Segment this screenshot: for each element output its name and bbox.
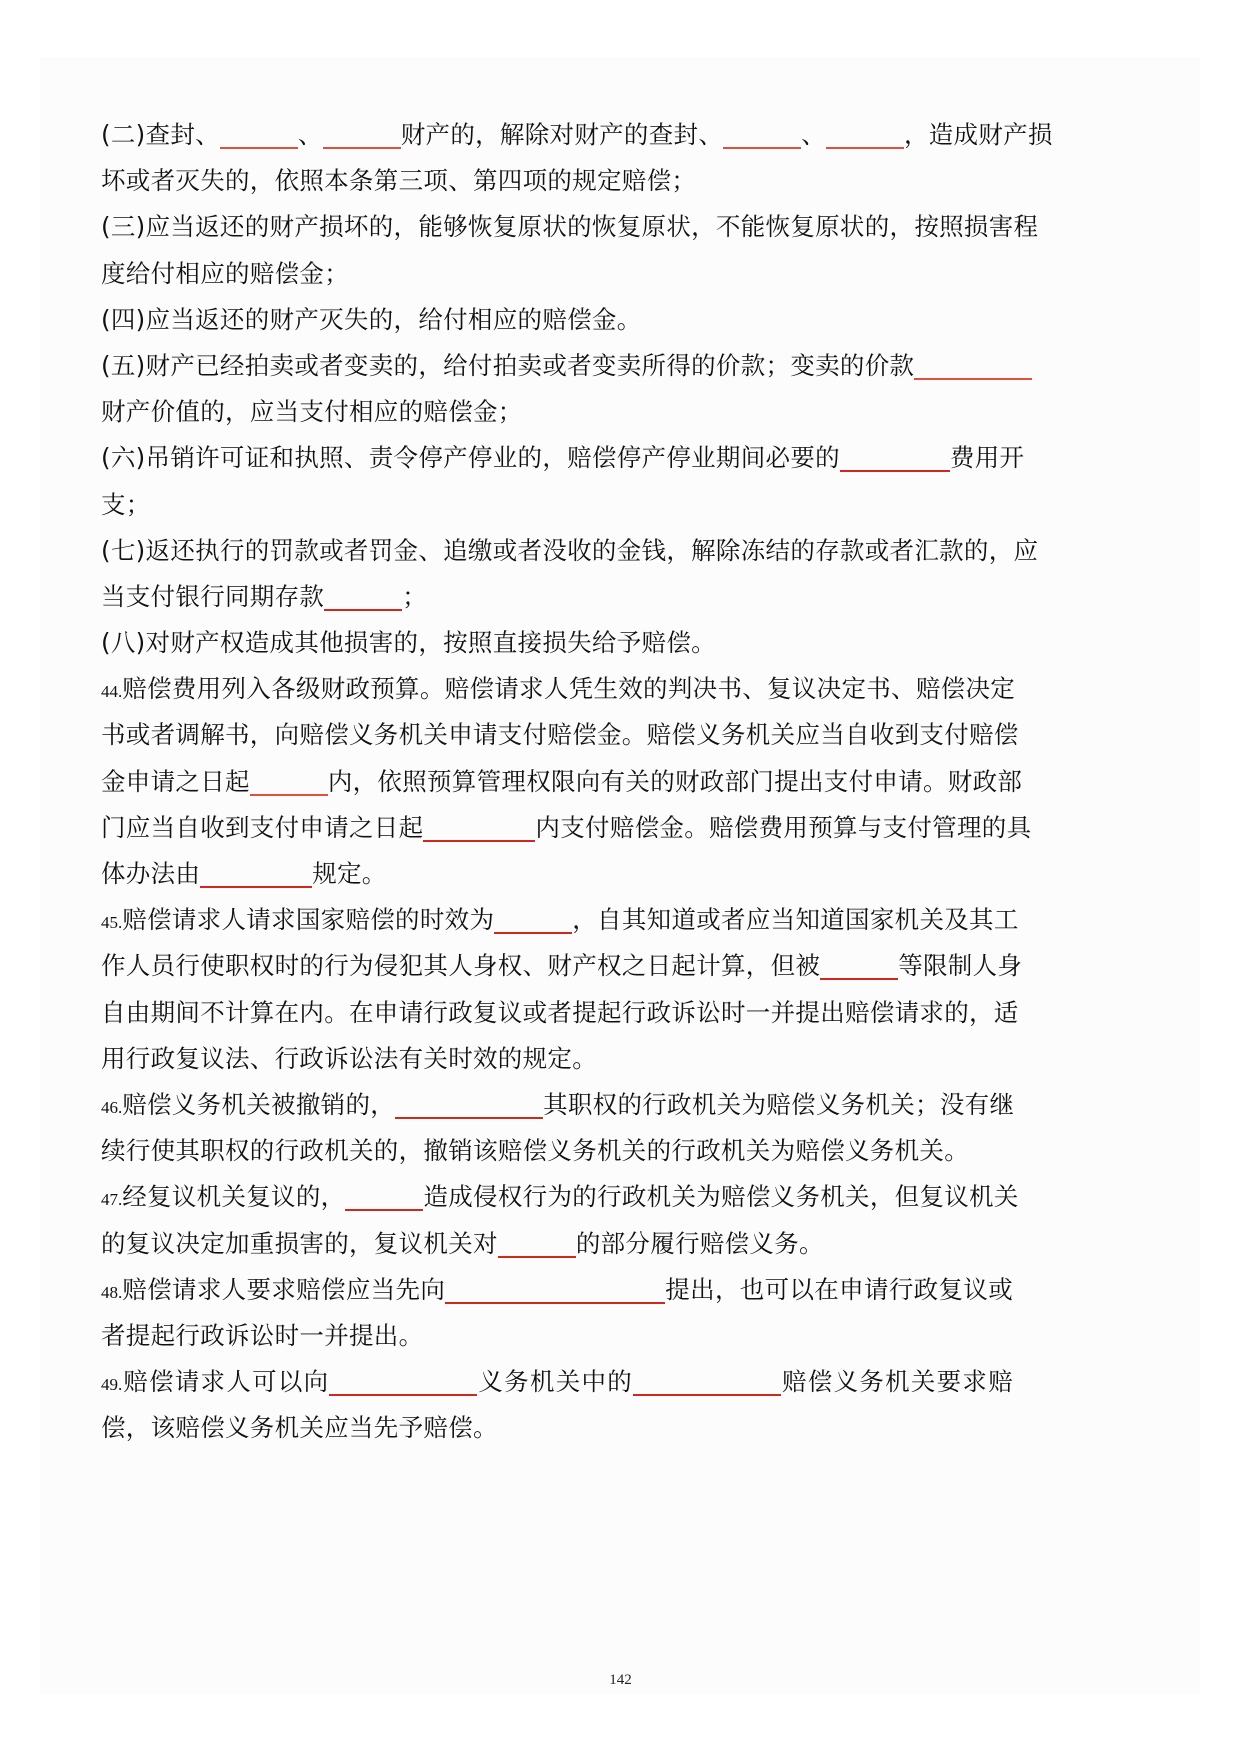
text-segment: 当支付银行同期存款 [101,581,325,611]
fill-in-blank [323,146,401,149]
text-segment: 、 [297,120,323,149]
fill-in-blank [200,885,312,888]
text-segment: 赔偿费用列入各级财政预算。赔偿请求人凭生效的判决书、复议决定书、赔偿决定 [122,674,1016,704]
text-line [101,435,1025,481]
text-segment: 体办法由 [101,859,201,888]
text-segment: 赔偿义务机关要求赔 [781,1367,1014,1397]
text-segment: ，造成财产损 [903,120,1053,149]
text-line [101,1313,1013,1359]
text-segment: (七)返还执行的罚款或者罚金、追缴或者没收的金钱，解除冻结的存款或者汇款的，应 [101,535,1039,565]
text-line [101,759,1023,805]
text-segment: 财产价值的，应当支付相应的赔偿金； [101,397,523,427]
text-segment: 书或者调解书，向赔偿义务机关申请支付赔偿金。赔偿义务机关应当自收到支付赔偿 [101,720,1019,750]
text-line [101,389,1013,435]
text-line [101,251,1013,297]
fill-in-blank [250,793,328,796]
text-segment: 内，依照预算管理权限向有关的财政部门提出支付申请。财政部 [327,766,1023,796]
text-segment: 、 [801,120,826,149]
text-segment: 支； [101,489,151,519]
fill-in-blank [840,469,950,472]
text-segment: 坏或者灭失的，依照本条第三项、第四项的规定赔偿； [101,166,697,196]
item-number: 46. [101,1097,123,1117]
text-segment: 门应当自收到支付申请之日起 [101,812,424,842]
text-line [101,574,1013,620]
text-segment: ，自其知道或者应当知道国家机关及其工 [572,905,1019,935]
fill-in-blank [423,839,535,842]
text-segment: 规定。 [312,859,387,888]
text-line [101,620,1013,666]
fill-in-blank [445,1301,665,1304]
item-number: 45. [101,913,123,933]
text-line [101,943,1023,989]
document-body [101,112,1053,1451]
fill-in-blank [329,1393,477,1396]
text-segment: 的部分履行赔偿义务。 [575,1228,824,1258]
text-segment: 偿，该赔偿义务机关应当先予赔偿。 [101,1413,498,1443]
text-segment: 等限制人身 [898,951,1023,981]
text-line [101,528,1039,574]
text-line [101,666,1016,712]
text-segment: 度给付相应的赔偿金； [101,258,349,288]
text-segment: (四)应当返还的财产灭失的，给付相应的赔偿金。 [101,304,642,334]
text-segment: 经复议机关复议的， [122,1182,346,1212]
text-line [101,158,1013,204]
text-segment: 赔偿请求人请求国家赔偿的时效为 [122,905,495,935]
text-line [101,805,1032,851]
text-segment: 金申请之日起 [101,766,250,796]
text-segment: 自由期间不计算在内。在申请行政复议或者提起行政诉讼时一并提出赔偿请求的，适 [101,997,1019,1027]
text-segment: 其职权的行政机关为赔偿义务机关；没有继 [543,1089,1015,1119]
item-number: 48. [101,1282,123,1302]
text-segment: 赔偿请求人要求赔偿应当先向 [122,1274,446,1304]
item-number: 44. [101,682,123,702]
item-number: 47. [101,1190,123,1210]
text-line [101,1359,1013,1405]
text-segment: 财产的，解除对财产的查封、 [400,120,724,149]
text-line [101,1128,1013,1174]
text-line [101,297,1013,343]
text-line [101,1174,1019,1220]
fill-in-blank [723,146,801,149]
fill-in-blank [498,1255,576,1258]
fill-in-blank [914,377,1032,380]
text-segment: (五)财产已经拍卖或者变卖的，给付拍卖或者变卖所得的价款；变卖的价款 [101,350,915,380]
fill-in-blank [633,1393,781,1396]
text-segment: 赔偿请求人可以向 [122,1367,330,1397]
text-line [101,1221,1013,1267]
text-segment: 赔偿义务机关被撤销的， [122,1089,396,1119]
text-line [101,482,1013,528]
text-line [101,1405,1013,1451]
text-segment: 费用开 [949,443,1025,473]
text-line [101,897,1019,943]
text-segment: ； [402,581,428,611]
text-segment: 内支付赔偿金。赔偿费用预算与支付管理的具 [535,812,1032,842]
text-line [101,112,1053,158]
fill-in-blank [820,977,898,980]
page-number: 142 [609,1672,632,1688]
text-line [101,1036,1013,1082]
text-segment: 续行使其职权的行政机关的，撤销该赔偿义务机关的行政机关为赔偿义务机关。 [101,1136,969,1166]
text-segment: (三)应当返还的财产损坏的，能够恢复原状的恢复原状，不能恢复原状的，按照损害程 [101,212,1039,242]
text-line [101,851,1013,897]
fill-in-blank [395,1116,543,1119]
fill-in-blank [494,931,572,934]
text-segment: 作人员行使职权时的行为侵犯其人身权、财产权之日起计算，但被 [101,951,821,981]
text-segment: 提出，也可以在申请行政复议或 [665,1274,1013,1304]
text-segment: (六)吊销许可证和执照、责令停产停业的，赔偿停产停业期间必要的 [101,443,840,473]
fill-in-blank [345,1208,423,1211]
fill-in-blank [324,608,402,611]
item-number: 49. [101,1375,123,1395]
text-segment: (八)对财产权造成其他损害的，按照直接损失给予赔偿。 [101,628,716,658]
text-segment: 的复议决定加重损害的，复议机关对 [101,1228,498,1258]
text-line [101,204,1039,250]
fill-in-blank [220,146,298,149]
text-segment: 义务机关中的 [477,1367,634,1397]
text-segment: 用行政复议法、行政诉讼法有关时效的规定。 [101,1043,597,1073]
text-line [101,990,1019,1036]
text-segment: 者提起行政诉讼时一并提出。 [101,1320,424,1350]
text-line [101,712,1019,758]
text-line [101,1267,1013,1313]
text-segment: 造成侵权行为的行政机关为赔偿义务机关，但复议机关 [423,1182,1019,1212]
text-line [101,343,1013,389]
text-line [101,1082,1013,1128]
text-segment: (二)查封、 [101,120,220,149]
fill-in-blank [826,146,904,149]
